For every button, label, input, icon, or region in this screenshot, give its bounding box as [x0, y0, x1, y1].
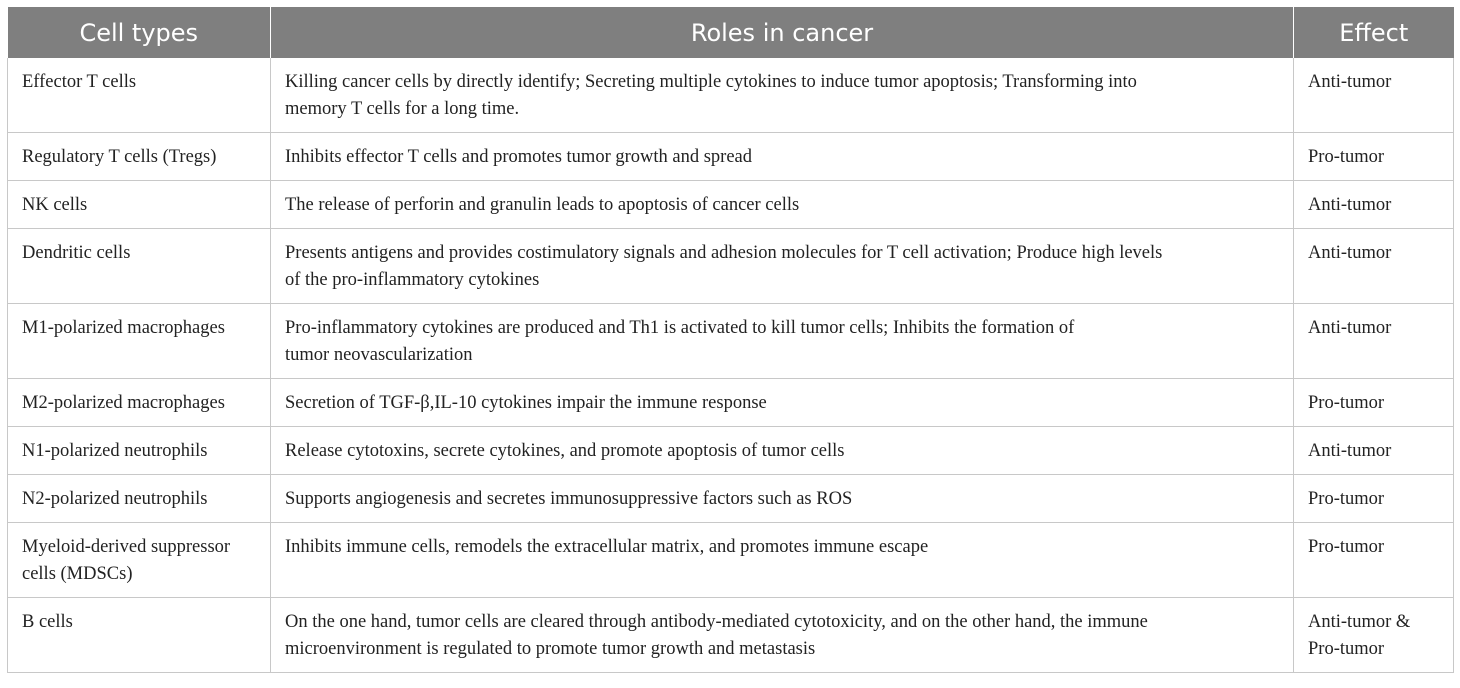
cell-type-cell-line: Myeloid-derived suppressor	[22, 537, 231, 557]
role-cell	[271, 58, 1294, 133]
role-cell-line: Inhibits effector T cells and promotes tumor growth and spread	[285, 147, 753, 167]
effect-cell	[1294, 304, 1454, 379]
table-row	[8, 598, 1454, 673]
effect-cell-line: Pro-tumor	[1308, 489, 1385, 509]
header-cell-types: Cell types	[8, 7, 271, 58]
role-cell-line: Inhibits immune cells, remodels the extracellular matrix, and promotes immune escape	[285, 537, 929, 557]
table-row	[8, 229, 1454, 304]
cell-type-cell	[8, 133, 271, 181]
effect-cell	[1294, 379, 1454, 427]
role-cell-line: Release cytotoxins, secrete cytokines, and promote apoptosis of tumor cells	[285, 441, 845, 461]
cell-type-cell-line: NK cells	[22, 195, 88, 215]
cell-type-cell	[8, 58, 271, 133]
role-cell	[271, 229, 1294, 304]
effect-cell-line: Anti-tumor	[1308, 243, 1392, 263]
cell-type-cell-line: M2-polarized macrophages	[22, 393, 225, 413]
cell-type-cell-line: B cells	[22, 612, 73, 632]
table-row	[8, 181, 1454, 229]
effect-cell-line: Anti-tumor	[1308, 195, 1392, 215]
effect-cell-line: Pro-tumor	[1308, 393, 1385, 413]
effect-cell	[1294, 133, 1454, 181]
cell-type-cell	[8, 475, 271, 523]
effect-cell	[1294, 598, 1454, 673]
role-cell-line: Supports angiogenesis and secretes immunosuppressive factors such as ROS	[285, 489, 853, 509]
table-row	[8, 379, 1454, 427]
cell-type-cell-line: Dendritic cells	[22, 243, 131, 263]
effect-cell-line: Anti-tumor	[1308, 441, 1392, 461]
role-cell	[271, 304, 1294, 379]
effect-cell	[1294, 181, 1454, 229]
header-roles-in-cancer: Roles in cancer	[271, 7, 1294, 58]
cell-type-cell	[8, 304, 271, 379]
table-row	[8, 133, 1454, 181]
role-cell-line: microenvironment is regulated to promote tumor growth and metastasis	[285, 639, 816, 659]
cell-type-cell	[8, 523, 271, 598]
table-row	[8, 304, 1454, 379]
effect-cell-line: Pro-tumor	[1308, 147, 1385, 167]
effect-cell-line: Pro-tumor	[1308, 537, 1385, 557]
role-cell	[271, 181, 1294, 229]
role-cell	[271, 427, 1294, 475]
role-cell	[271, 598, 1294, 673]
header-row	[8, 7, 1454, 58]
table-row	[8, 523, 1454, 598]
cell-type-cell	[8, 229, 271, 304]
role-cell-line: On the one hand, tumor cells are cleared through antibody-mediated cytotoxicity, and on the other hand, the immune	[285, 612, 1148, 632]
cell-type-cell-line: N2-polarized neutrophils	[22, 489, 208, 509]
table-row	[8, 475, 1454, 523]
table-row	[8, 427, 1454, 475]
role-cell-line: memory T cells for a long time.	[285, 99, 520, 119]
effect-cell-line: Anti-tumor	[1308, 318, 1392, 338]
effect-cell	[1294, 427, 1454, 475]
cell-types-table	[7, 7, 1454, 673]
role-cell	[271, 133, 1294, 181]
effect-cell	[1294, 58, 1454, 133]
cell-type-cell	[8, 427, 271, 475]
cell-type-cell	[8, 598, 271, 673]
cell-type-cell-line: N1-polarized neutrophils	[22, 441, 208, 461]
cell-type-cell-line: M1-polarized macrophages	[22, 318, 225, 338]
table-body	[8, 58, 1454, 673]
cell-type-cell-line: Effector T cells	[22, 72, 137, 92]
effect-cell	[1294, 475, 1454, 523]
role-cell-line: tumor neovascularization	[285, 345, 473, 365]
effect-cell-line: Anti-tumor	[1308, 72, 1392, 92]
header-effect: Effect	[1294, 7, 1454, 58]
role-cell	[271, 523, 1294, 598]
effect-cell-line: Anti-tumor &	[1308, 612, 1411, 632]
cell-type-cell-line: Regulatory T cells (Tregs)	[22, 147, 217, 167]
cell-type-cell	[8, 379, 271, 427]
role-cell-line: Secretion of TGF-β,IL-10 cytokines impair the immune response	[285, 393, 767, 413]
role-cell	[271, 475, 1294, 523]
table-row	[8, 58, 1454, 133]
effect-cell-line: Pro-tumor	[1308, 639, 1385, 659]
cell-type-cell	[8, 181, 271, 229]
table-header	[8, 7, 1454, 58]
cell-type-cell-line: cells (MDSCs)	[22, 564, 133, 584]
role-cell-line: Killing cancer cells by directly identify; Secreting multiple cytokines to induce tumor apoptosis; Transforming into	[285, 72, 1137, 92]
role-cell-line: The release of perforin and granulin leads to apoptosis of cancer cells	[285, 195, 800, 215]
effect-cell	[1294, 229, 1454, 304]
role-cell-line: Presents antigens and provides costimulatory signals and adhesion molecules for T cell activation; Produce high levels	[285, 243, 1163, 263]
role-cell-line: of the pro-inflammatory cytokines	[285, 270, 540, 290]
effect-cell	[1294, 523, 1454, 598]
role-cell	[271, 379, 1294, 427]
role-cell-line: Pro-inflammatory cytokines are produced and Th1 is activated to kill tumor cells; Inhibits the formation of	[285, 318, 1075, 338]
